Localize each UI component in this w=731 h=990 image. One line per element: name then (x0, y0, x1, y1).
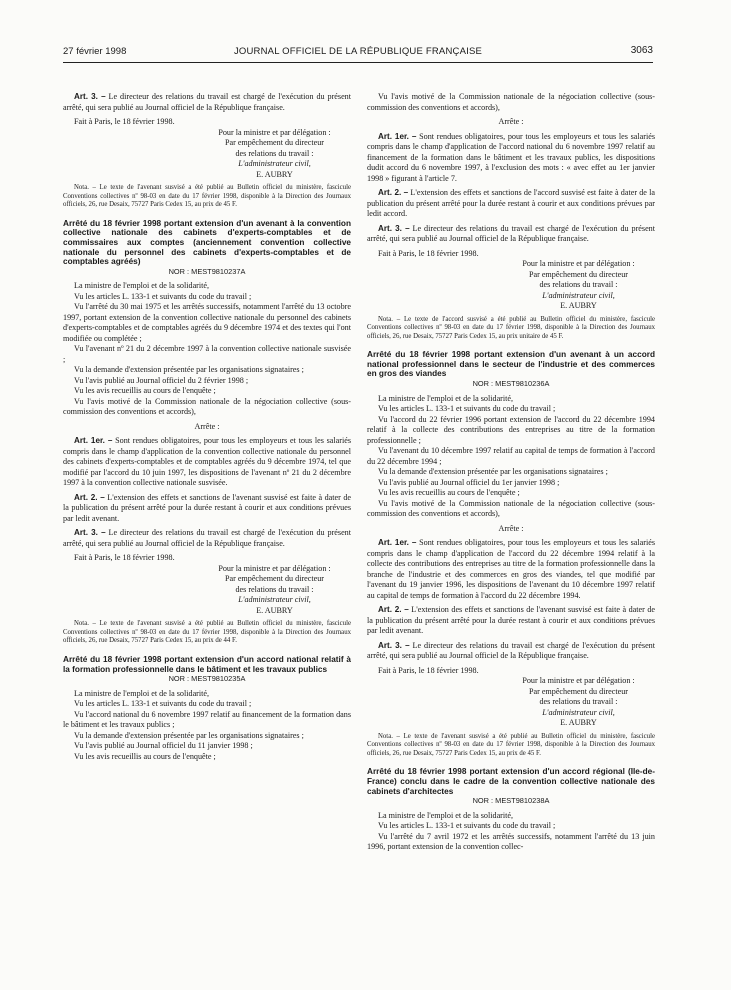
signature-line: Par empêchement du directeur (224, 138, 325, 147)
article-text: Le directeur des relations du travail est chargé de l'exécution du présent arrêté, qui sera publié au Journal officiel de la République française. (63, 528, 351, 548)
signature-line: Par empêchement du directeur (528, 686, 629, 696)
paragraph: Fait à Paris, le 18 février 1998. (378, 248, 479, 258)
journal-title: JOURNAL OFFICIEL DE LA RÉPUBLIQUE FRANÇAISE (233, 46, 483, 57)
signature-line: des relations du travail : (539, 697, 618, 707)
paragraph: Vu les articles L. 133-1 et suivants du code du travail ; (378, 404, 556, 414)
article-paragraph (367, 605, 655, 637)
centered-line: Arrête : (194, 421, 220, 431)
paragraph: Fait à Paris, le 18 février 1998. (378, 665, 479, 675)
decree-title: Arrêté du 18 février 1998 portant extension d'un avenant à un accord national professionnel dans le secteur de l'industrie et des commerces en gros des viandes (367, 350, 655, 379)
paragraph: Vu l'accord national du 6 novembre 1997 relatif au financement de la formation dans le bâtiment et les travaux publics ; (63, 709, 351, 730)
paragraph: Vu les articles L. 133-1 et suivants du code du travail ; (378, 821, 556, 831)
signature-line: E. AUBRY (256, 605, 293, 615)
spacer (63, 210, 351, 219)
article-label: Art. 1er. – (378, 131, 417, 141)
paragraph: Vu l'avis publié au Journal officiel du 1er janvier 1998 ; (378, 477, 560, 487)
paragraph: Vu l'avis motivé de la Commission nationale de la négociation collective (sous-commission des conventions et accords), (63, 396, 351, 417)
article-label: Art. 3. – (378, 223, 410, 233)
signature-line: E. AUBRY (256, 169, 293, 179)
article-text: Sont rendues obligatoires, pour tous les employeurs et tous les salariés compris dans le champ d'application de l'accord national du 6 novembre 1997 relatif au financement de la formation dans le bâtiment et les travaux publics, les dispositions dudit accord du 6 novembre 1997, à l'exclusion des mots : « avec effet au 1er janvier 1998 » figurant à l'article 7. (367, 131, 655, 183)
article-text: Le directeur des relations du travail est chargé de l'exécution du présent arrêté, qui sera publié au Journal officiel de la République française. (367, 640, 655, 661)
nota-note: Nota. – Le texte de l'avenant susvisé a été publié au Bulletin officiel du ministère, fascicule Conventions collectives nº 98-03 en date du 17 février 1998, disponible à la Direction des Journaux officiels, 26, rue Desaix, 75727 Paris Cedex 15, au prix de 45 F. (63, 184, 351, 209)
signature-line: Pour la ministre et par délégation : (218, 563, 331, 573)
article-label: Art. 1er. – (74, 436, 113, 446)
centered-line: Arrête : (498, 523, 524, 533)
paragraph: Vu la demande d'extension présentée par les organisations signataires ; (74, 730, 304, 740)
nor-reference: NOR : MEST9810236A (472, 379, 550, 389)
article-text: Sont rendues obligatoires, pour tous les employeurs et tous les salariés compris dans le champ d'application de l'accord du 22 décembre 1994 relatif à la collecte des contributions des entreprises au titre de la formation professionnelle dans la branche de l'industrie et des commerces en gros des viandes, tel que modifié par l'avenant du 19 janvier 1996, les dispositions de l'avenant du 10 décembre 1997 relatif au capital de temps de formation à l'accord du 22 décembre 1994. (367, 538, 655, 600)
decree-title: Arrêté du 18 février 1998 portant extension d'un avenant à la convention collective nationale des cabinets d'experts-comptables et de commissaires aux comptes (anciennement convention collective nationale du personnel des cabinets d'experts-comptables et de comptables agréés) (63, 218, 351, 267)
nor-reference: NOR : MEST9810235A (168, 674, 246, 684)
article-label: Art. 2. – (378, 605, 409, 615)
article-label: Art. 3. – (74, 92, 106, 101)
article-text: Le directeur des relations du travail est chargé de l'exécution du présent arrêté, qui sera publié au Journal officiel de la République française. (63, 92, 351, 112)
signature-line: Par empêchement du directeur (528, 269, 629, 279)
spacer (367, 341, 655, 350)
paragraph: Vu l'avis motivé de la Commission nationale de la négociation collective (sous-commission des conventions et accords), (367, 498, 655, 519)
spacer (63, 646, 351, 655)
article-paragraph (63, 436, 351, 489)
paragraph: La ministre de l'emploi et de la solidarité, (378, 810, 514, 820)
article-label: Art. 3. – (378, 640, 410, 650)
article-paragraph (367, 188, 655, 220)
page-header (63, 46, 653, 63)
article-paragraph (63, 92, 351, 113)
paragraph: Vu l'avenant du 10 décembre 1997 relatif au capital de temps de formation à l'accord du 22 décembre 1994 ; (367, 446, 655, 466)
paragraph: Vu la demande d'extension présentée par les organisations signataires ; (74, 365, 304, 375)
left-column (63, 92, 351, 762)
article-text: L'extension des effets et sanctions de l'avenant susvisé est faite à dater de la publication du présent arrêté pour la durée restant à courir et aux conditions prévues par ledit avenant. (367, 605, 655, 636)
paragraph: Vu les avis recueillis au cours de l'enquête ; (74, 751, 216, 761)
centered-line: Arrête : (498, 117, 524, 126)
paragraph: Vu l'arrêté du 30 mai 1975 et les arrêtés successifs, notamment l'arrêté du 13 octobre 1997, portant extension de la convention collective nationale du personnel des cabinets d'experts-comptables et de comptables agréés du 9 décembre 1974 et des textes qui l'ont modifiée ou complétée ; (63, 302, 351, 343)
nota-note: Nota. – Le texte de l'avenant susvisé a été publié au Bulletin officiel du ministère, fascicule Conventions collectives nº 98-03 en date du 17 février 1998, disponible à la Direction des Journaux officiels, 26, rue Desaix, 75727 Paris Cedex 15, au prix de 45 F. (367, 732, 655, 757)
signature-line: Par empêchement du directeur (224, 574, 325, 584)
decree-title: Arrêté du 18 février 1998 portant extension d'un accord régional (Ile-de-France) conclu dans le cadre de la convention collective nationale des cabinets d'architectes (367, 767, 655, 796)
paragraph: Vu l'avis motivé de la Commission nationale de la négociation collective (sous-commission des conventions et accords), (367, 92, 655, 112)
article-text: Le directeur des relations du travail est chargé de l'exécution du présent arrêté, qui sera publié au Journal officiel de la République française. (367, 223, 655, 243)
article-text: Sont rendues obligatoires, pour tous les employeurs et tous les salariés compris dans le champ d'application de la convention collective nationale du personnel des cabinets d'experts-comptables et de comptables agréés du 9 décembre 1974, tel que modifié par l'accord du 10 juin 1997, les dispositions de l'avenant nº 21 du 2 décembre 1997 à la convention collective nationale susvisée. (63, 436, 351, 488)
spacer (367, 758, 655, 767)
header-date: 27 février 1998 (63, 46, 127, 57)
paragraph: Fait à Paris, le 18 février 1998. (74, 553, 175, 563)
nota-note: Nota. – Le texte de l'accord susvisé a été publié au Bulletin officiel du ministère, fascicule Conventions collectives nº 98-03 en date du 17 février 1998, disponible à la Direction des Journaux officiels, 26, rue Desaix, 75727 Paris Cedex 15, au prix unitaire de 45 F. (367, 315, 655, 340)
article-paragraph (367, 641, 655, 662)
signature-line: Pour la ministre et par délégation : (522, 259, 635, 268)
article-text: L'extension des effets et sanctions de l'avenant susvisé est faite à dater de la publication du présent arrêté pour la durée restant à courir et aux conditions prévues par ledit avenant. (63, 492, 351, 523)
article-paragraph (63, 528, 351, 549)
paragraph: Vu la demande d'extension présentée par les organisations signataires ; (378, 467, 608, 477)
paragraph: Vu les articles L. 133-1 et suivants du code du travail ; (74, 291, 252, 301)
nota-note: Nota. – Le texte de l'avenant susvisé a été publié au Bulletin officiel du ministère, fascicule Conventions collectives nº 98-03 en date du 17 février 1998, disponible à la Direction des Journaux officiels, 26, rue Desaix, 75727 Paris Cedex 15, au prix de 44 F. (63, 620, 351, 645)
page-number: 3063 (630, 45, 653, 56)
signature-line: L'administrateur civil, (238, 159, 311, 168)
article-paragraph (63, 493, 351, 525)
paragraph: Fait à Paris, le 18 février 1998. (74, 117, 175, 126)
signature-line: des relations du travail : (539, 280, 618, 289)
signature-line: des relations du travail : (235, 584, 314, 594)
signature-line: E. AUBRY (560, 301, 597, 310)
nor-reference: NOR : MESТ9810237A (168, 266, 246, 276)
signature-line: E. AUBRY (560, 718, 597, 728)
article-paragraph (367, 538, 655, 601)
paragraph: La ministre de l'emploi et de la solidarité, (378, 393, 514, 403)
signature-line: L'administrateur civil, (238, 595, 311, 605)
article-label: Art. 2. – (74, 492, 105, 502)
nor-reference: NOR : MEST9810238A (472, 796, 550, 806)
paragraph: La ministre de l'emploi et de la solidarité, (74, 688, 210, 698)
signature-line: L'administrateur civil, (542, 290, 615, 300)
signature-line: L'administrateur civil, (542, 707, 615, 717)
signature-line: Pour la ministre et par délégation : (218, 127, 331, 137)
signature-line: Pour la ministre et par délégation : (522, 676, 635, 686)
paragraph: Vu l'accord du 22 février 1996 portant extension de l'accord du 22 décembre 1994 relatif à la collecte des contributions des entreprises au titre de la formation professionnelle ; (367, 414, 655, 445)
right-column (367, 92, 655, 853)
paragraph: Vu les avis recueillis au cours de l'enquête ; (74, 386, 216, 396)
article-text: L'extension des effets et sanctions de l'accord susvisé est faite à dater de la publication du présent arrêté pour la durée restant à courir et aux conditions prévues par ledit accord. (367, 188, 655, 218)
article-label: Art. 3. – (74, 528, 106, 538)
paragraph: Vu les articles L. 133-1 et suivants du code du travail ; (74, 699, 252, 709)
paragraph: Vu l'arrêté du 7 avril 1972 et les arrêtés successifs, notamment l'arrêté du 13 juin 1996, portant extension de la convention collec- (367, 831, 655, 852)
paragraph: Vu les avis recueillis au cours de l'enquête ; (378, 488, 520, 498)
paragraph: Vu l'avenant nº 21 du 2 décembre 1997 à la convention collective nationale susvisée ; (63, 344, 351, 364)
article-paragraph (367, 132, 655, 185)
article-label: Art. 1er. – (378, 538, 417, 548)
paragraph: Vu l'avis publié au Journal officiel du 2 février 1998 ; (74, 375, 249, 385)
decree-title: Arrêté du 18 février 1998 portant extension d'un accord national relatif à la formation professionnelle dans le bâtiment et les travaux publics (63, 655, 351, 674)
signature-line: des relations du travail : (235, 148, 314, 158)
article-paragraph (367, 224, 655, 245)
article-label: Art. 2. – (378, 188, 409, 197)
paragraph: Vu l'avis publié au Journal officiel du 11 janvier 1998 ; (74, 741, 253, 751)
paragraph: La ministre de l'emploi et de la solidarité, (74, 281, 210, 291)
